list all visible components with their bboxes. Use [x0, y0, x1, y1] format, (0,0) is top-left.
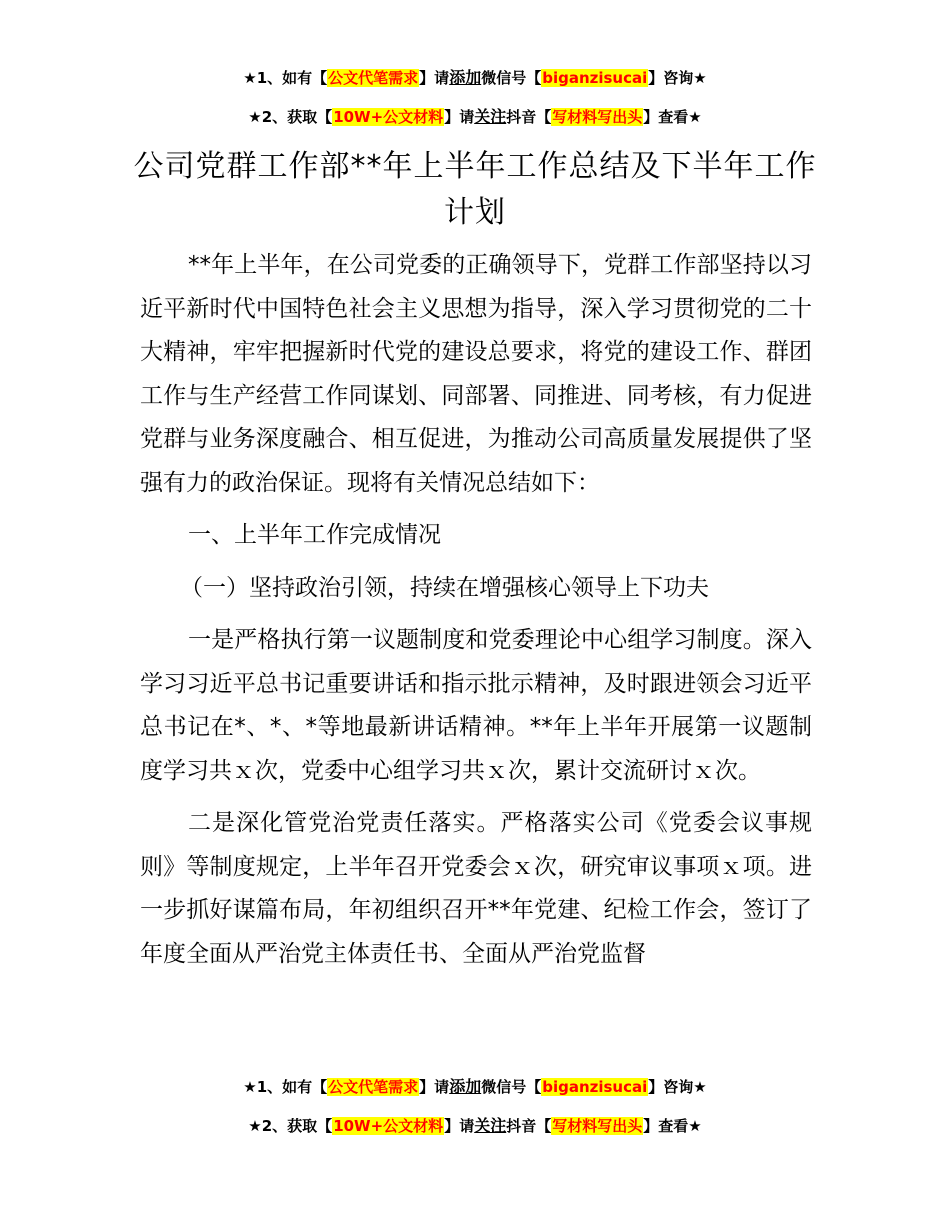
subsection-heading-1: （一）坚持政治引领，持续在增强核心领导上下功夫	[180, 574, 709, 601]
footer-banner-line-1	[0, 1076, 950, 1098]
paragraph-item-1: 一是严格执行第一议题制度和党委理论中心组学习制度。深入学习习近平总书记重要讲话和指示批示精神，及时跟进领会习近平总书记在*、*、*等地最新讲话精神。**年上半年开展第一议题制度学习共ｘ次，党委中心组学习共ｘ次，累计交流研讨ｘ次。	[140, 627, 812, 784]
banner-text: 】请	[419, 1078, 450, 1096]
highlight-douyin-account: 写材料写出头	[552, 108, 643, 126]
banner-text: ★2、获取【	[248, 108, 333, 126]
footer-banner-line-2	[0, 1115, 950, 1137]
highlight-wechat-id: biganzisucai	[542, 1078, 648, 1096]
banner-text: 】查看★	[643, 108, 702, 126]
highlight-materials: 10W+公文材料	[333, 1117, 444, 1135]
highlight-ghostwriting: 公文代笔需求	[328, 1078, 419, 1096]
banner-text: 】咨询★	[648, 1078, 707, 1096]
header-banner-line-2	[0, 106, 950, 128]
section-heading-1: 一、上半年工作完成情况	[188, 522, 441, 548]
banner-underlined-text: 添加	[449, 68, 482, 87]
banner-text: 】请	[444, 1117, 475, 1135]
highlight-materials: 10W+公文材料	[333, 108, 444, 126]
banner-text: 微信号【	[481, 1078, 542, 1096]
highlight-ghostwriting: 公文代笔需求	[328, 69, 419, 87]
banner-text: ★1、如有【	[243, 69, 328, 87]
paragraph-intro: **年上半年，在公司党委的正确领导下，党群工作部坚持以习近平新时代中国特色社会主义思想为指导，深入学习贯彻党的二十大精神，牢牢把握新时代党的建设总要求，将党的建设工作、群团工作与生产经营工作同谋划、同部署、同推进、同考核，有力促进党群与业务深度融合、相互促进，为推动公司高质量发展提供了坚强有力的政治保证。现将有关情况总结如下：	[140, 252, 812, 496]
banner-text: 】查看★	[643, 1117, 702, 1135]
banner-text: 抖音【	[506, 1117, 552, 1135]
banner-text: 】咨询★	[648, 69, 707, 87]
document-body	[140, 244, 812, 976]
banner-text: ★1、如有【	[243, 1078, 328, 1096]
banner-text: 】请	[419, 69, 450, 87]
document-title: 公司党群工作部**年上半年工作总结及下半年工作计划	[133, 149, 817, 230]
banner-underlined-text: 添加	[449, 1077, 482, 1096]
banner-text: 】请	[444, 108, 475, 126]
banner-text: ★2、获取【	[248, 1117, 333, 1135]
banner-underlined-text: 关注	[474, 1116, 507, 1135]
highlight-wechat-id: biganzisucai	[542, 69, 648, 87]
banner-underlined-text: 关注	[474, 107, 507, 126]
header-banner-line-1	[0, 67, 950, 89]
highlight-douyin-account: 写材料写出头	[552, 1117, 643, 1135]
paragraph-item-2: 二是深化管党治党责任落实。严格落实公司《党委会议事规则》等制度规定，上半年召开党委会ｘ次，研究审议事项ｘ项。进一步抓好谋篇布局，年初组织召开**年党建、纪检工作会，签订了年度全面从严治党主体责任书、全面从严治党监督	[140, 810, 813, 967]
banner-text: 抖音【	[506, 108, 552, 126]
banner-text: 微信号【	[481, 69, 542, 87]
